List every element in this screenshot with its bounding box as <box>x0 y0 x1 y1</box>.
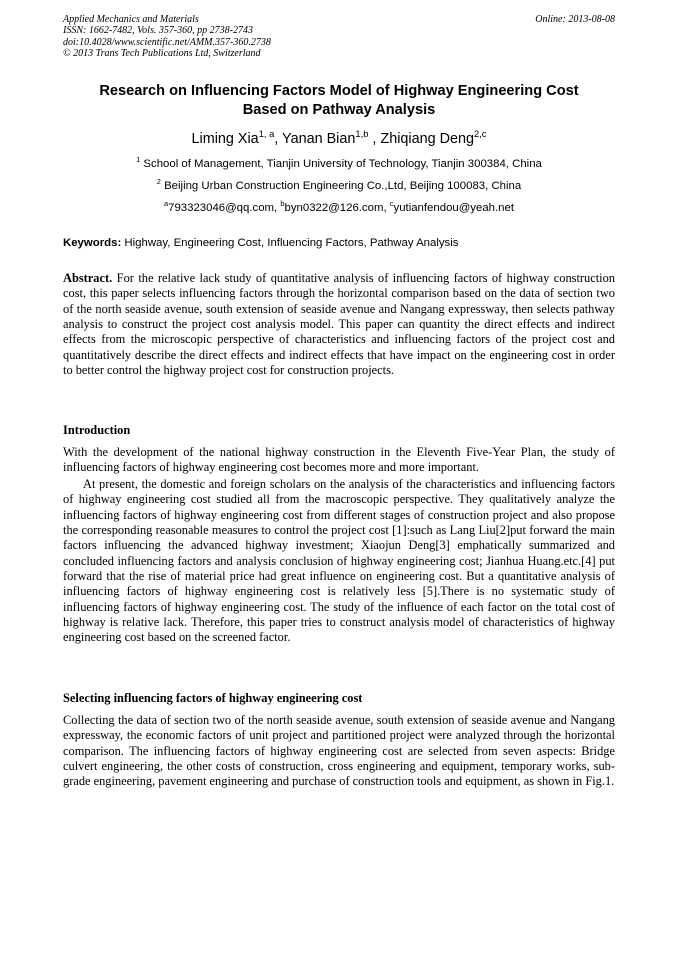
author-name: Zhiqiang Deng <box>380 131 475 147</box>
author-sup: 1, a <box>258 129 275 140</box>
email-text: byn0322@126.com, <box>284 202 390 214</box>
author-separator: , <box>368 131 381 147</box>
online-date: Online: 2013-08-08 <box>535 14 615 25</box>
email-sup: b <box>280 199 285 209</box>
affiliation-text: Beijing Urban Construction Engineering Co.,Ltd, Beijing 100083, China <box>160 180 522 192</box>
keywords-text: Highway, Engineering Cost, Influencing Factors, Pathway Analysis <box>121 237 459 249</box>
journal-name: Applied Mechanics and Materials <box>63 14 199 25</box>
author-separator: , <box>274 131 283 147</box>
affiliation-text: School of Management, Tianjin University of Technology, Tianjin 300384, China <box>140 158 542 170</box>
email-text: 793323046@qq.com, <box>168 202 281 214</box>
paper-title <box>40 82 638 120</box>
title-line-1: Research on Influencing Factors Model of Highway Engineering Cost <box>99 83 579 99</box>
issn-line: ISSN: 1662-7482, Vols. 357-360, pp 2738-2743 <box>63 25 253 37</box>
author-sup: 2,c <box>474 129 487 140</box>
abstract-label: Abstract. <box>63 271 113 285</box>
email-text: yutianfendou@yeah.net <box>393 202 514 214</box>
keywords-line <box>63 236 615 250</box>
abstract-text: For the relative lack study of quantitative analysis of influencing factors of highway construction cost, this paper selects influencing factors through the horizontal comparison based on the data of section two of the north seaside avenue, south extension of seaside avenue and Nangang expressway, then selects pathway analysis to construct the project cost analysis model. This paper can quantity the direct effects and indirect effects from the microscopic perspective of characteristics and influencing factors of the project cost and quantitatively describe the direct effects and indirect effects that have impact on the engineering cost in order to better control the highway project cost for construction projects. <box>63 271 615 378</box>
introduction-paragraph-1: With the development of the national highway construction in the Eleventh Five-Year Plan, the study of influencing factors of highway engineering cost becomes more and more important. <box>63 445 615 475</box>
introduction-heading: Introduction <box>63 423 131 437</box>
journal-header <box>63 14 615 59</box>
author-list <box>40 130 638 148</box>
abstract-paragraph <box>63 271 615 378</box>
author-sup: 1,b <box>355 129 369 140</box>
affiliation-1 <box>40 157 638 171</box>
email-sup: a <box>163 199 169 209</box>
affiliation-sup: 2 <box>156 177 161 187</box>
email-sup: c <box>389 199 394 209</box>
selection-paragraph: Collecting the data of section two of the north seaside avenue, south extension of seaside avenue and Nangang expressway, the economic factors of unit project and partitioned project were analyzed through the horizontal comparison. The influencing factors of highway engineering cost are selected from seven aspects: Bridge culvert engineering, the other costs of construction, cross engineering and equipment, temporary works, sub-grade engineering, pavement engineering and purchase of construction tools and equipment, as shown in Fig.1. <box>63 713 615 789</box>
email-line <box>40 201 638 215</box>
introduction-paragraph-2: At present, the domestic and foreign scholars on the analysis of the characteristics and influencing factors of highway engineering cost studied all from the macroscopic perspective. They qualitatively analyze the influencing factors of highway engineering cost from different stages of construction project and also propose the corresponding reasonable measures to control the project cost [1]:such as Lang Liu[2]put forward the main factors influencing the advanced highway investment; Xiaojun Deng[3] emphatically summarized and concluded influencing factors and analysis conclusion of highway engineering cost; Jianhua Huang.etc.[4] put forward that the rise of material price had great influence on engineering cost. But a quantitative analysis of influencing factors of highway engineering cost is relatively less [5].There is no systematic study of influencing factors of highway engineering cost. The study of the influence of each factor on the total cost of highway is relative lack. Therefore, this paper tries to construct analysis model of characteristics of highway engineering cost based on the screened factor. <box>63 477 615 645</box>
author-name: Liming Xia <box>191 131 259 147</box>
affiliation-sup: 1 <box>136 155 141 165</box>
copyright-line: © 2013 Trans Tech Publications Ltd, Switzerland <box>63 47 261 59</box>
affiliation-2 <box>40 179 638 193</box>
keywords-label: Keywords: <box>63 237 122 249</box>
author-name: Yanan Bian <box>282 131 356 147</box>
doi-line: doi:10.4028/www.scientific.net/AMM.357-360.2738 <box>63 36 271 48</box>
title-line-2: Based on Pathway Analysis <box>242 102 436 118</box>
selection-heading: Selecting influencing factors of highway engineering cost <box>63 691 363 705</box>
